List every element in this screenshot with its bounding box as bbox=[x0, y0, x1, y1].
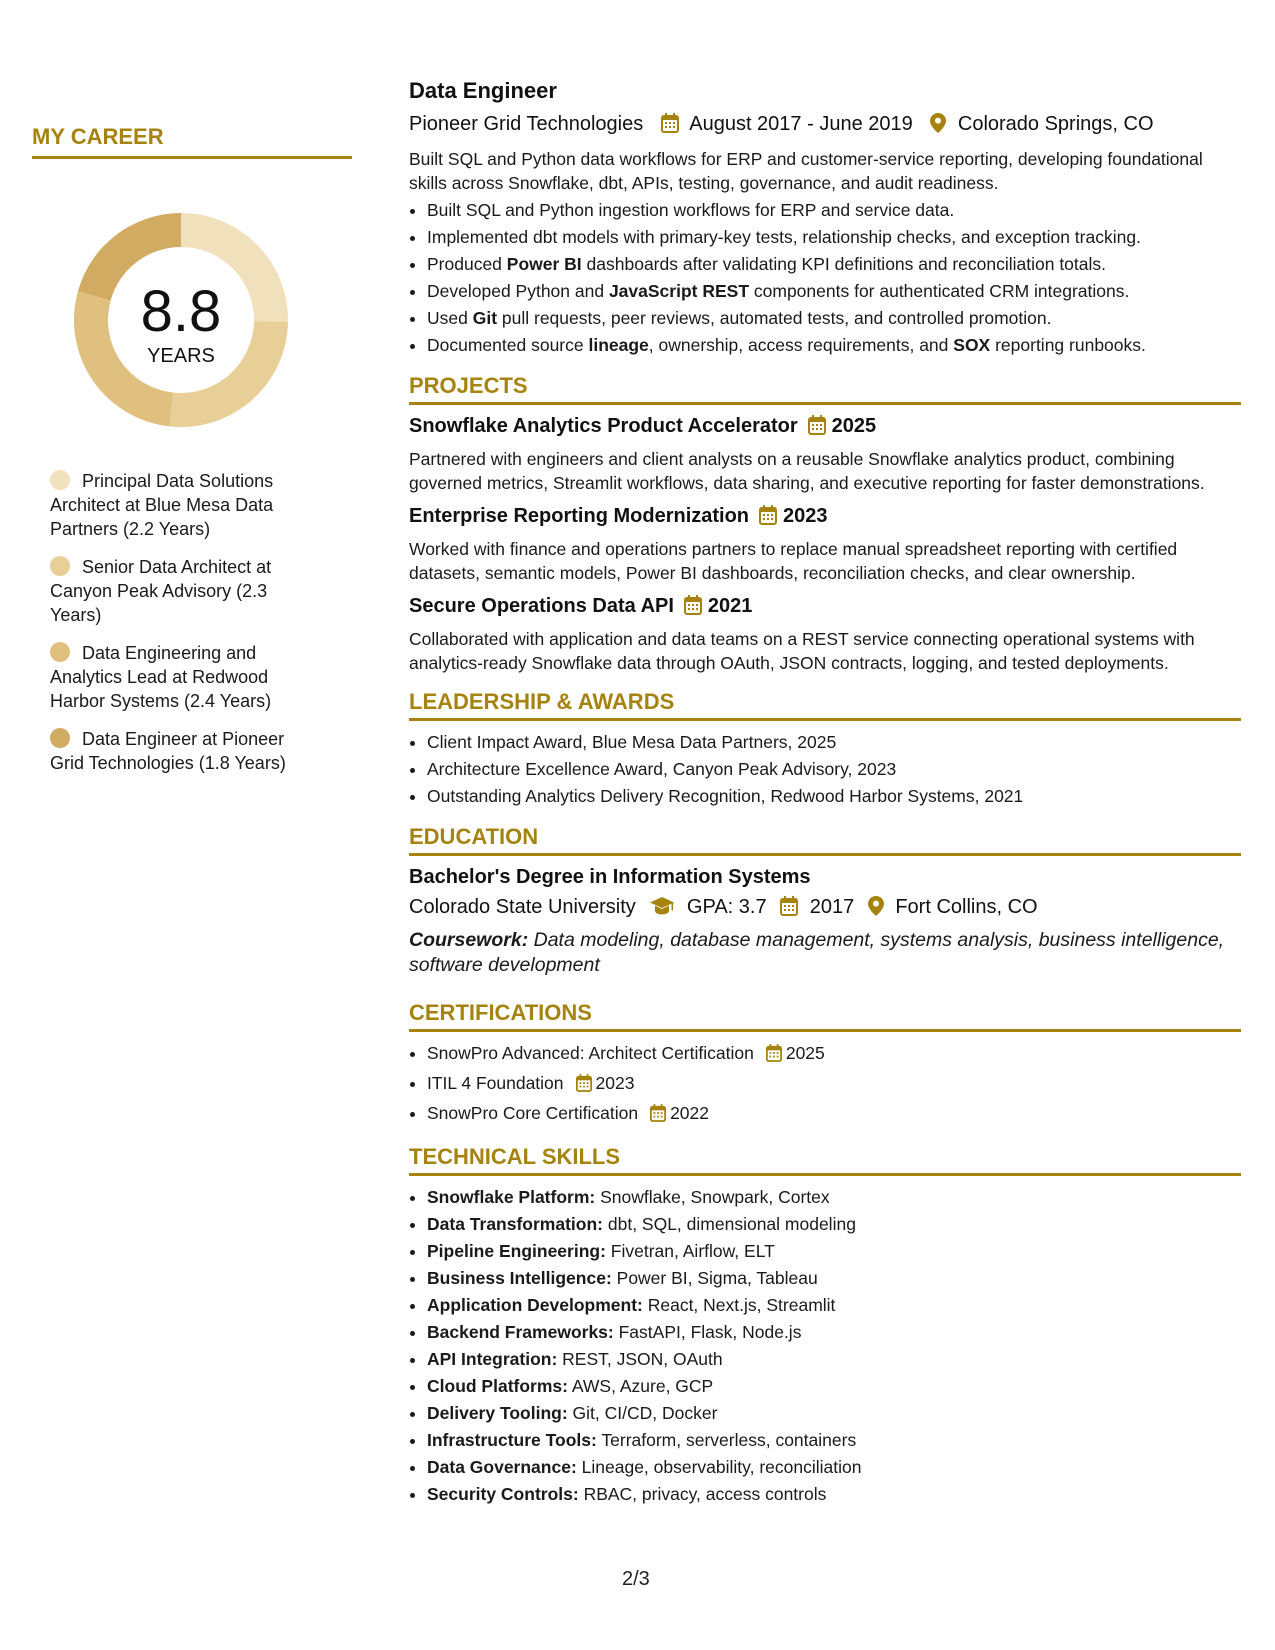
project-title-line bbox=[409, 505, 1241, 531]
bullet-bold: Power BI bbox=[506, 254, 582, 274]
job-bullet bbox=[427, 278, 1241, 305]
skill-item bbox=[427, 1184, 1241, 1211]
awards-section bbox=[409, 689, 1241, 810]
award-item: • Outstanding Analytics Delivery Recognition, Redwood Harbor Systems, 2021 bbox=[427, 783, 1241, 810]
job-meta bbox=[409, 110, 1241, 141]
project-year: 2023 bbox=[783, 505, 828, 527]
skill-label: API Integration: bbox=[427, 1349, 558, 1369]
skill-label: Data Transformation: bbox=[427, 1214, 603, 1234]
project-title-line bbox=[409, 595, 1241, 621]
skill-item bbox=[427, 1238, 1241, 1265]
skill-value: dbt, SQL, dimensional modeling bbox=[603, 1214, 856, 1234]
awards-list bbox=[409, 729, 1241, 810]
skills-list bbox=[409, 1184, 1241, 1508]
career-legend bbox=[50, 469, 308, 775]
projects-section bbox=[409, 373, 1241, 675]
legend-label: Senior Data Architect at Canyon Peak Advisory (2.3 Years) bbox=[50, 557, 272, 625]
total-years-unit: YEARS bbox=[147, 345, 215, 367]
legend-label: Principal Data Solutions Architect at Blue Mesa Data Partners (2.2 Years) bbox=[50, 471, 274, 539]
calendar-icon bbox=[684, 595, 702, 621]
career-donut-chart bbox=[66, 205, 296, 435]
skill-value: Lineage, observability, reconciliation bbox=[576, 1457, 862, 1477]
calendar-icon bbox=[766, 1043, 782, 1070]
projects-heading: PROJECTS bbox=[409, 373, 1241, 405]
legend-item bbox=[50, 641, 308, 713]
legend-item bbox=[50, 555, 308, 627]
school-location: Fort Collins, CO bbox=[895, 896, 1038, 918]
skill-item bbox=[427, 1373, 1241, 1400]
project-entry bbox=[409, 505, 1241, 585]
calendar-icon bbox=[759, 505, 777, 531]
project-description: Collaborated with application and data teams on a REST service connecting operational systems with analytics-ready Snowflake data through OAuth, JSON contracts, logging, and tested deployments. bbox=[409, 629, 1195, 673]
certification-name: SnowPro Core Certification bbox=[427, 1103, 639, 1123]
skill-value: Snowflake, Snowpark, Cortex bbox=[595, 1187, 830, 1207]
skill-value: RBAC, privacy, access controls bbox=[578, 1484, 827, 1504]
bullet-text: Developed Python and bbox=[427, 281, 609, 301]
bullet-text: Produced bbox=[427, 254, 507, 274]
bullet-bold: SOX bbox=[953, 335, 991, 355]
legend-item bbox=[50, 469, 308, 541]
skill-value: Fivetran, Airflow, ELT bbox=[605, 1241, 775, 1261]
education-heading: EDUCATION bbox=[409, 824, 1241, 856]
project-description: Worked with finance and operations partners to replace manual spreadsheet reporting with certified datasets, semantic models, Power BI dashboards, reconciliation checks, and clear ownership. bbox=[409, 539, 1178, 583]
certification-year: 2022 bbox=[670, 1103, 709, 1123]
skill-item bbox=[427, 1319, 1241, 1346]
job-bullet bbox=[427, 251, 1241, 278]
legend-label: Data Engineering and Analytics Lead at Redwood Harbor Systems (2.4 Years) bbox=[50, 643, 272, 711]
bullet-text: components for authenticated CRM integrations. bbox=[749, 281, 1130, 301]
degree-title: Bachelor's Degree in Information Systems bbox=[409, 866, 811, 888]
skill-label: Delivery Tooling: bbox=[427, 1403, 568, 1423]
skill-label: Infrastructure Tools: bbox=[427, 1430, 597, 1450]
project-entry bbox=[409, 415, 1241, 495]
skill-item bbox=[427, 1427, 1241, 1454]
school-name: Colorado State University bbox=[409, 896, 636, 918]
legend-dot bbox=[50, 728, 70, 748]
skill-label: Data Governance: bbox=[427, 1457, 577, 1477]
calendar-icon bbox=[661, 113, 679, 141]
skill-value: Power BI, Sigma, Tableau bbox=[611, 1268, 818, 1288]
project-title-line bbox=[409, 415, 1241, 441]
project-name: Enterprise Reporting Modernization bbox=[409, 505, 750, 527]
coursework bbox=[409, 928, 1241, 978]
skill-label: Security Controls: bbox=[427, 1484, 579, 1504]
skill-item bbox=[427, 1292, 1241, 1319]
certifications-section bbox=[409, 1000, 1241, 1130]
skill-item bbox=[427, 1211, 1241, 1238]
certification-item bbox=[427, 1070, 1241, 1100]
skill-value: AWS, Azure, GCP bbox=[567, 1376, 714, 1396]
project-name: Snowflake Analytics Product Accelerator bbox=[409, 415, 798, 437]
job-bullet bbox=[427, 332, 1241, 359]
calendar-icon bbox=[808, 415, 826, 441]
experience-entry bbox=[409, 78, 1241, 359]
bullet-bold: lineage bbox=[588, 335, 649, 355]
project-name: Secure Operations Data API bbox=[409, 595, 674, 617]
skill-item bbox=[427, 1454, 1241, 1481]
donut-center bbox=[66, 205, 296, 435]
award-item: • Client Impact Award, Blue Mesa Data Partners, 2025 bbox=[427, 729, 1241, 756]
bullet-text: dashboards after validating KPI definitions and reconciliation totals. bbox=[581, 254, 1107, 274]
skill-value: FastAPI, Flask, Node.js bbox=[613, 1322, 802, 1342]
legend-dot bbox=[50, 470, 70, 490]
skill-label: Application Development: bbox=[427, 1295, 643, 1315]
job-bullets bbox=[409, 197, 1241, 359]
graduation-cap-icon bbox=[649, 896, 675, 924]
location-pin-icon bbox=[868, 896, 884, 924]
awards-heading: LEADERSHIP & AWARDS bbox=[409, 689, 1241, 721]
bullet-bold: JavaScript REST bbox=[608, 281, 750, 301]
certification-name: ITIL 4 Foundation bbox=[427, 1073, 564, 1093]
location-pin-icon bbox=[930, 113, 946, 141]
graduation-year: 2017 bbox=[809, 896, 855, 918]
certifications-heading: CERTIFICATIONS bbox=[409, 1000, 1241, 1032]
skill-label: Backend Frameworks: bbox=[427, 1322, 614, 1342]
skill-value: Terraform, serverless, containers bbox=[596, 1430, 857, 1450]
award-item: • Architecture Excellence Award, Canyon Peak Advisory, 2023 bbox=[427, 756, 1241, 783]
skill-label: Cloud Platforms: bbox=[427, 1376, 568, 1396]
career-sidebar bbox=[32, 124, 352, 789]
skills-section bbox=[409, 1144, 1241, 1508]
job-location: Colorado Springs, CO bbox=[957, 113, 1154, 135]
skill-item bbox=[427, 1481, 1241, 1508]
skill-item bbox=[427, 1346, 1241, 1373]
skill-item bbox=[427, 1400, 1241, 1427]
bullet-text: Used bbox=[427, 308, 473, 328]
project-year: 2021 bbox=[707, 595, 753, 617]
skill-value: REST, JSON, OAuth bbox=[557, 1349, 723, 1369]
job-summary: Built SQL and Python data workflows for ERP and customer-service reporting, developing foundational skills across Snowflake, dbt, APIs, testing, governance, and audit readiness. bbox=[409, 149, 1203, 193]
calendar-icon bbox=[576, 1073, 592, 1100]
calendar-icon bbox=[650, 1103, 666, 1130]
legend-item bbox=[50, 727, 308, 775]
legend-label: Data Engineer at Pioneer Grid Technologies (1.8 Years) bbox=[50, 729, 286, 773]
bullet-text: reporting runbooks. bbox=[990, 335, 1146, 355]
skill-value: React, Next.js, Streamlit bbox=[642, 1295, 836, 1315]
bullet-text: Implemented dbt models with primary-key tests, relationship checks, and exception tracking. bbox=[427, 227, 1141, 247]
job-dates: August 2017 - June 2019 bbox=[689, 113, 913, 135]
bullet-text: , ownership, access requirements, and bbox=[648, 335, 954, 355]
project-year: 2025 bbox=[831, 415, 877, 437]
job-bullet bbox=[427, 197, 1241, 224]
bullet-text: Built SQL and Python ingestion workflows for ERP and service data. bbox=[427, 200, 955, 220]
certification-name: SnowPro Advanced: Architect Certification bbox=[427, 1043, 754, 1063]
coursework-label: Coursework: bbox=[409, 929, 529, 951]
skill-label: Business Intelligence: bbox=[427, 1268, 612, 1288]
skills-heading: TECHNICAL SKILLS bbox=[409, 1144, 1241, 1176]
job-bullet bbox=[427, 305, 1241, 332]
legend-dot bbox=[50, 556, 70, 576]
career-heading: MY CAREER bbox=[32, 124, 352, 159]
certifications-list bbox=[409, 1040, 1241, 1130]
bullet-text: Documented source bbox=[427, 335, 589, 355]
total-years-value: 8.8 bbox=[140, 279, 222, 344]
bullet-text: pull requests, peer reviews, automated tests, and controlled promotion. bbox=[497, 308, 1052, 328]
education-meta bbox=[409, 893, 1241, 924]
skill-label: Pipeline Engineering: bbox=[427, 1241, 606, 1261]
bullet-bold: Git bbox=[472, 308, 498, 328]
project-entry bbox=[409, 595, 1241, 675]
calendar-icon bbox=[780, 896, 798, 924]
certification-item bbox=[427, 1100, 1241, 1130]
job-bullet bbox=[427, 224, 1241, 251]
gpa: GPA: 3.7 bbox=[686, 896, 767, 918]
certification-year: 2025 bbox=[785, 1043, 825, 1063]
company-name: Pioneer Grid Technologies bbox=[409, 113, 644, 135]
certification-year: 2023 bbox=[595, 1073, 635, 1093]
coursework-text: Data modeling, database management, systems analysis, business intelligence, software development bbox=[409, 929, 1225, 976]
skill-value: Git, CI/CD, Docker bbox=[567, 1403, 718, 1423]
education-section bbox=[409, 824, 1241, 978]
skill-item bbox=[427, 1265, 1241, 1292]
skill-label: Snowflake Platform: bbox=[427, 1187, 596, 1207]
project-description: Partnered with engineers and client analysts on a reusable Snowflake analytics product, combining governed metrics, Streamlit workflows, data sharing, and executive reporting for faster demonstrations. bbox=[409, 449, 1205, 493]
job-title: Data Engineer bbox=[409, 78, 557, 103]
legend-dot bbox=[50, 642, 70, 662]
main-column bbox=[409, 78, 1241, 1508]
certification-item bbox=[427, 1040, 1241, 1070]
page-number: 2/3 bbox=[622, 1568, 650, 1590]
